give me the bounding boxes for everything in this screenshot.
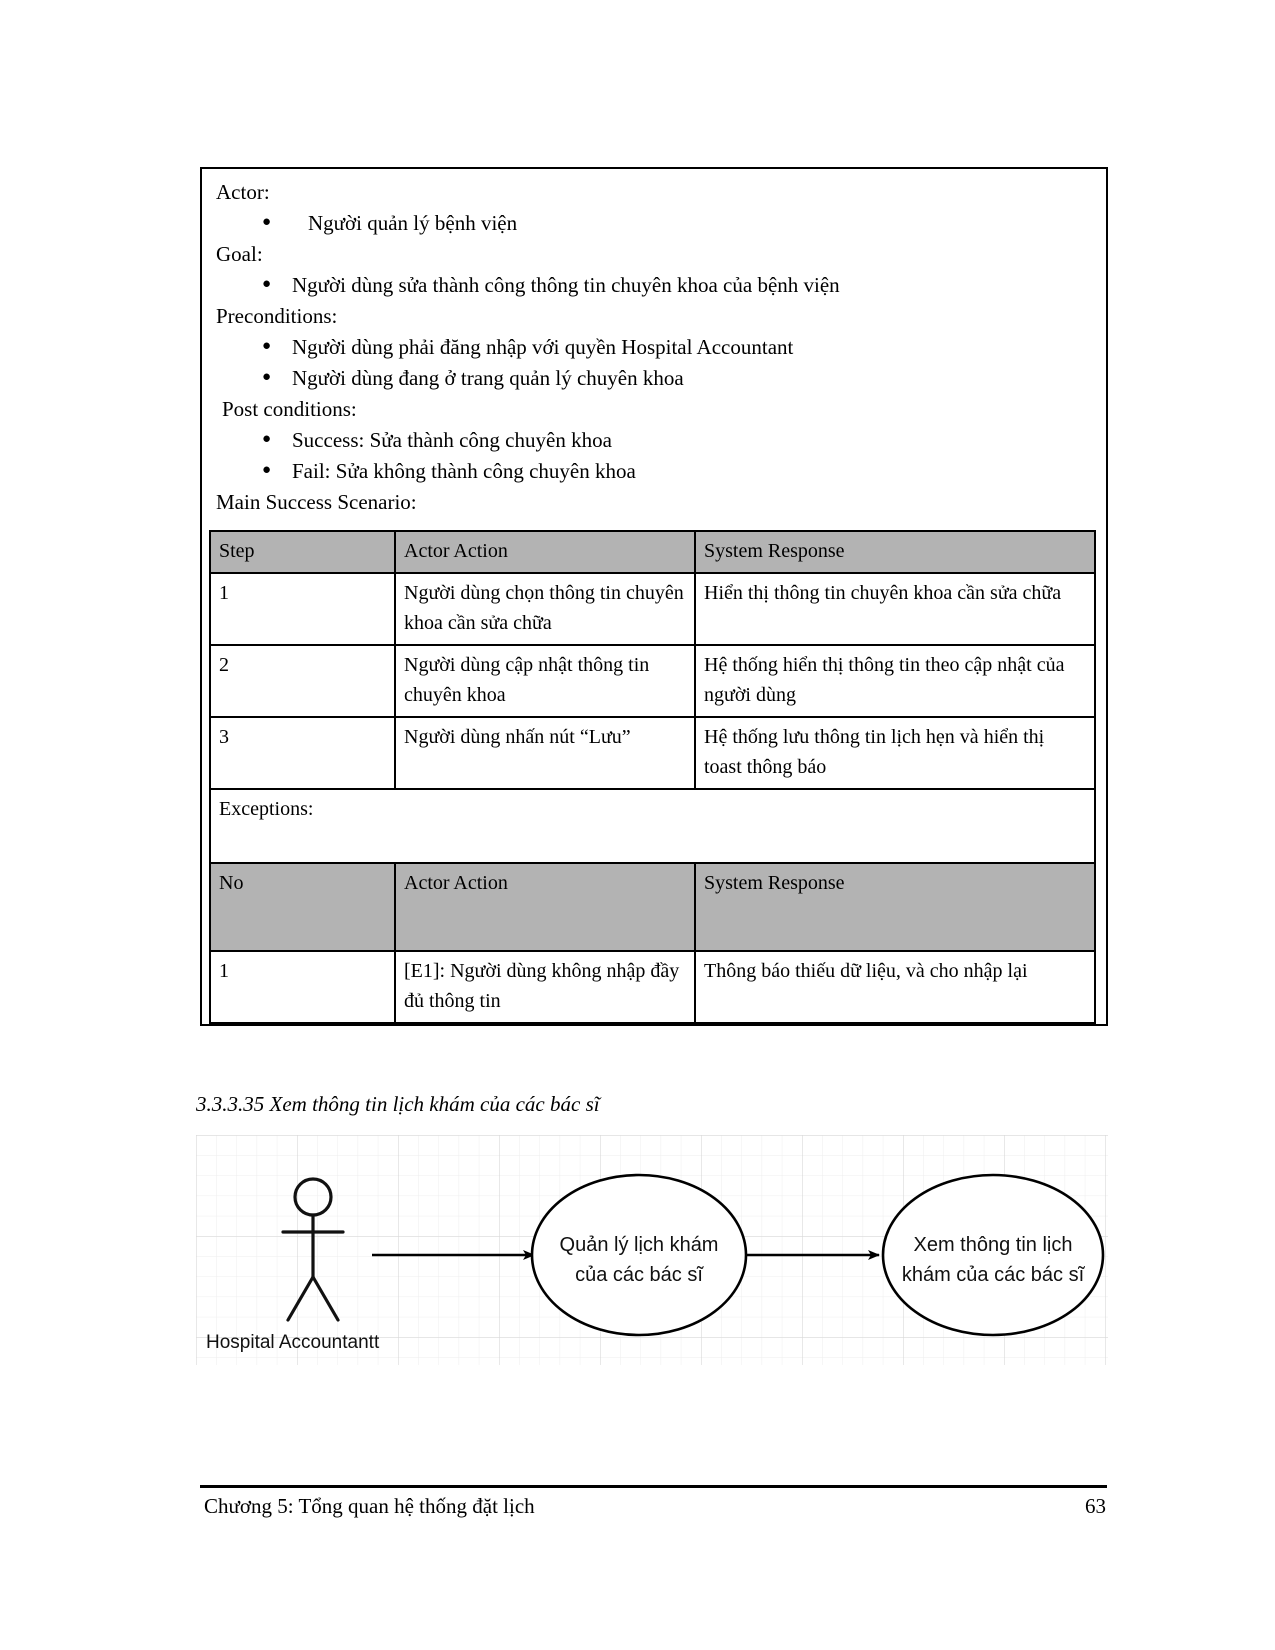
column-header-step: Step xyxy=(210,531,395,573)
column-header-no: No xyxy=(210,863,395,951)
exceptions-header-row xyxy=(210,863,1095,951)
list-item: ● Success: Sửa thành công chuyên khoa xyxy=(216,425,1094,456)
use-case-steps-table xyxy=(209,530,1096,1024)
list-item: ● Người dùng phải đăng nhập với quyền Hospital Accountant xyxy=(216,332,1094,363)
preconditions-list xyxy=(216,332,1094,394)
cell-step: 3 xyxy=(210,717,395,789)
table-row xyxy=(210,573,1095,645)
list-item: ● Người dùng đang ở trang quản lý chuyên khoa xyxy=(216,363,1094,394)
cell-step: 1 xyxy=(210,573,395,645)
use-case-specification-box xyxy=(200,167,1108,1026)
column-header-actor-action: Actor Action xyxy=(395,531,695,573)
cell-system-response: Thông báo thiếu dữ liệu, và cho nhập lại xyxy=(695,951,1095,1023)
cell-no: 1 xyxy=(210,951,395,1023)
exceptions-label-row xyxy=(210,789,1095,863)
postconditions-list xyxy=(216,425,1094,487)
table-header-row xyxy=(210,531,1095,573)
usecase-2-label-line2: khám của các bác sĩ xyxy=(901,1264,1085,1286)
cell-actor-action: Người dùng cập nhật thông tin chuyên khoa xyxy=(395,645,695,717)
actor-list xyxy=(216,208,1094,239)
footer-chapter-text: Chương 5: Tổng quan hệ thống đặt lịch xyxy=(204,1494,535,1518)
footer-divider xyxy=(200,1485,1107,1488)
usecase-1-label-line2: của các bác sĩ xyxy=(575,1264,703,1286)
cell-step: 2 xyxy=(210,645,395,717)
list-item: ● Người dùng sửa thành công thông tin chuyên khoa của bệnh viện xyxy=(216,270,1094,301)
use-case-text-block xyxy=(202,177,1106,518)
main-success-scenario-label: Main Success Scenario: xyxy=(216,490,417,514)
list-item: ● Người quản lý bệnh viện xyxy=(216,208,1094,239)
actor-label: Actor: xyxy=(216,180,270,204)
cell-actor-action: Người dùng nhấn nút “Lưu” xyxy=(395,717,695,789)
goal-label: Goal: xyxy=(216,242,263,266)
column-header-system-response: System Response xyxy=(695,531,1095,573)
footer-page-number: 63 xyxy=(1085,1494,1106,1518)
exceptions-label: Exceptions: xyxy=(210,789,1095,863)
table-row xyxy=(210,951,1095,1023)
table-row xyxy=(210,645,1095,717)
column-header-actor-action: Actor Action xyxy=(395,863,695,951)
cell-actor-action: [E1]: Người dùng không nhập đầy đủ thông tin xyxy=(395,951,695,1023)
section-heading: 3.3.3.35 Xem thông tin lịch khám của các bác sĩ xyxy=(196,1092,600,1116)
cell-system-response: Hiển thị thông tin chuyên khoa cần sửa chữa xyxy=(695,573,1095,645)
table-row xyxy=(210,717,1095,789)
column-header-system-response: System Response xyxy=(695,863,1095,951)
postconditions-label: Post conditions: xyxy=(222,397,357,421)
list-item: ● Fail: Sửa không thành công chuyên khoa xyxy=(216,456,1094,487)
goal-list xyxy=(216,270,1094,301)
usecase-1-label-line1: Quản lý lịch khám xyxy=(559,1234,719,1256)
cell-system-response: Hệ thống lưu thông tin lịch hẹn và hiển thị toast thông báo xyxy=(695,717,1095,789)
actor-label-text: Hospital Accountantt xyxy=(206,1332,380,1353)
usecase-2-label-line1: Xem thông tin lịch xyxy=(913,1234,1073,1256)
preconditions-label: Preconditions: xyxy=(216,304,338,328)
cell-actor-action: Người dùng chọn thông tin chuyên khoa cần sửa chữa xyxy=(395,573,695,645)
use-case-diagram xyxy=(196,1135,1108,1365)
cell-system-response: Hệ thống hiển thị thông tin theo cập nhật của người dùng xyxy=(695,645,1095,717)
